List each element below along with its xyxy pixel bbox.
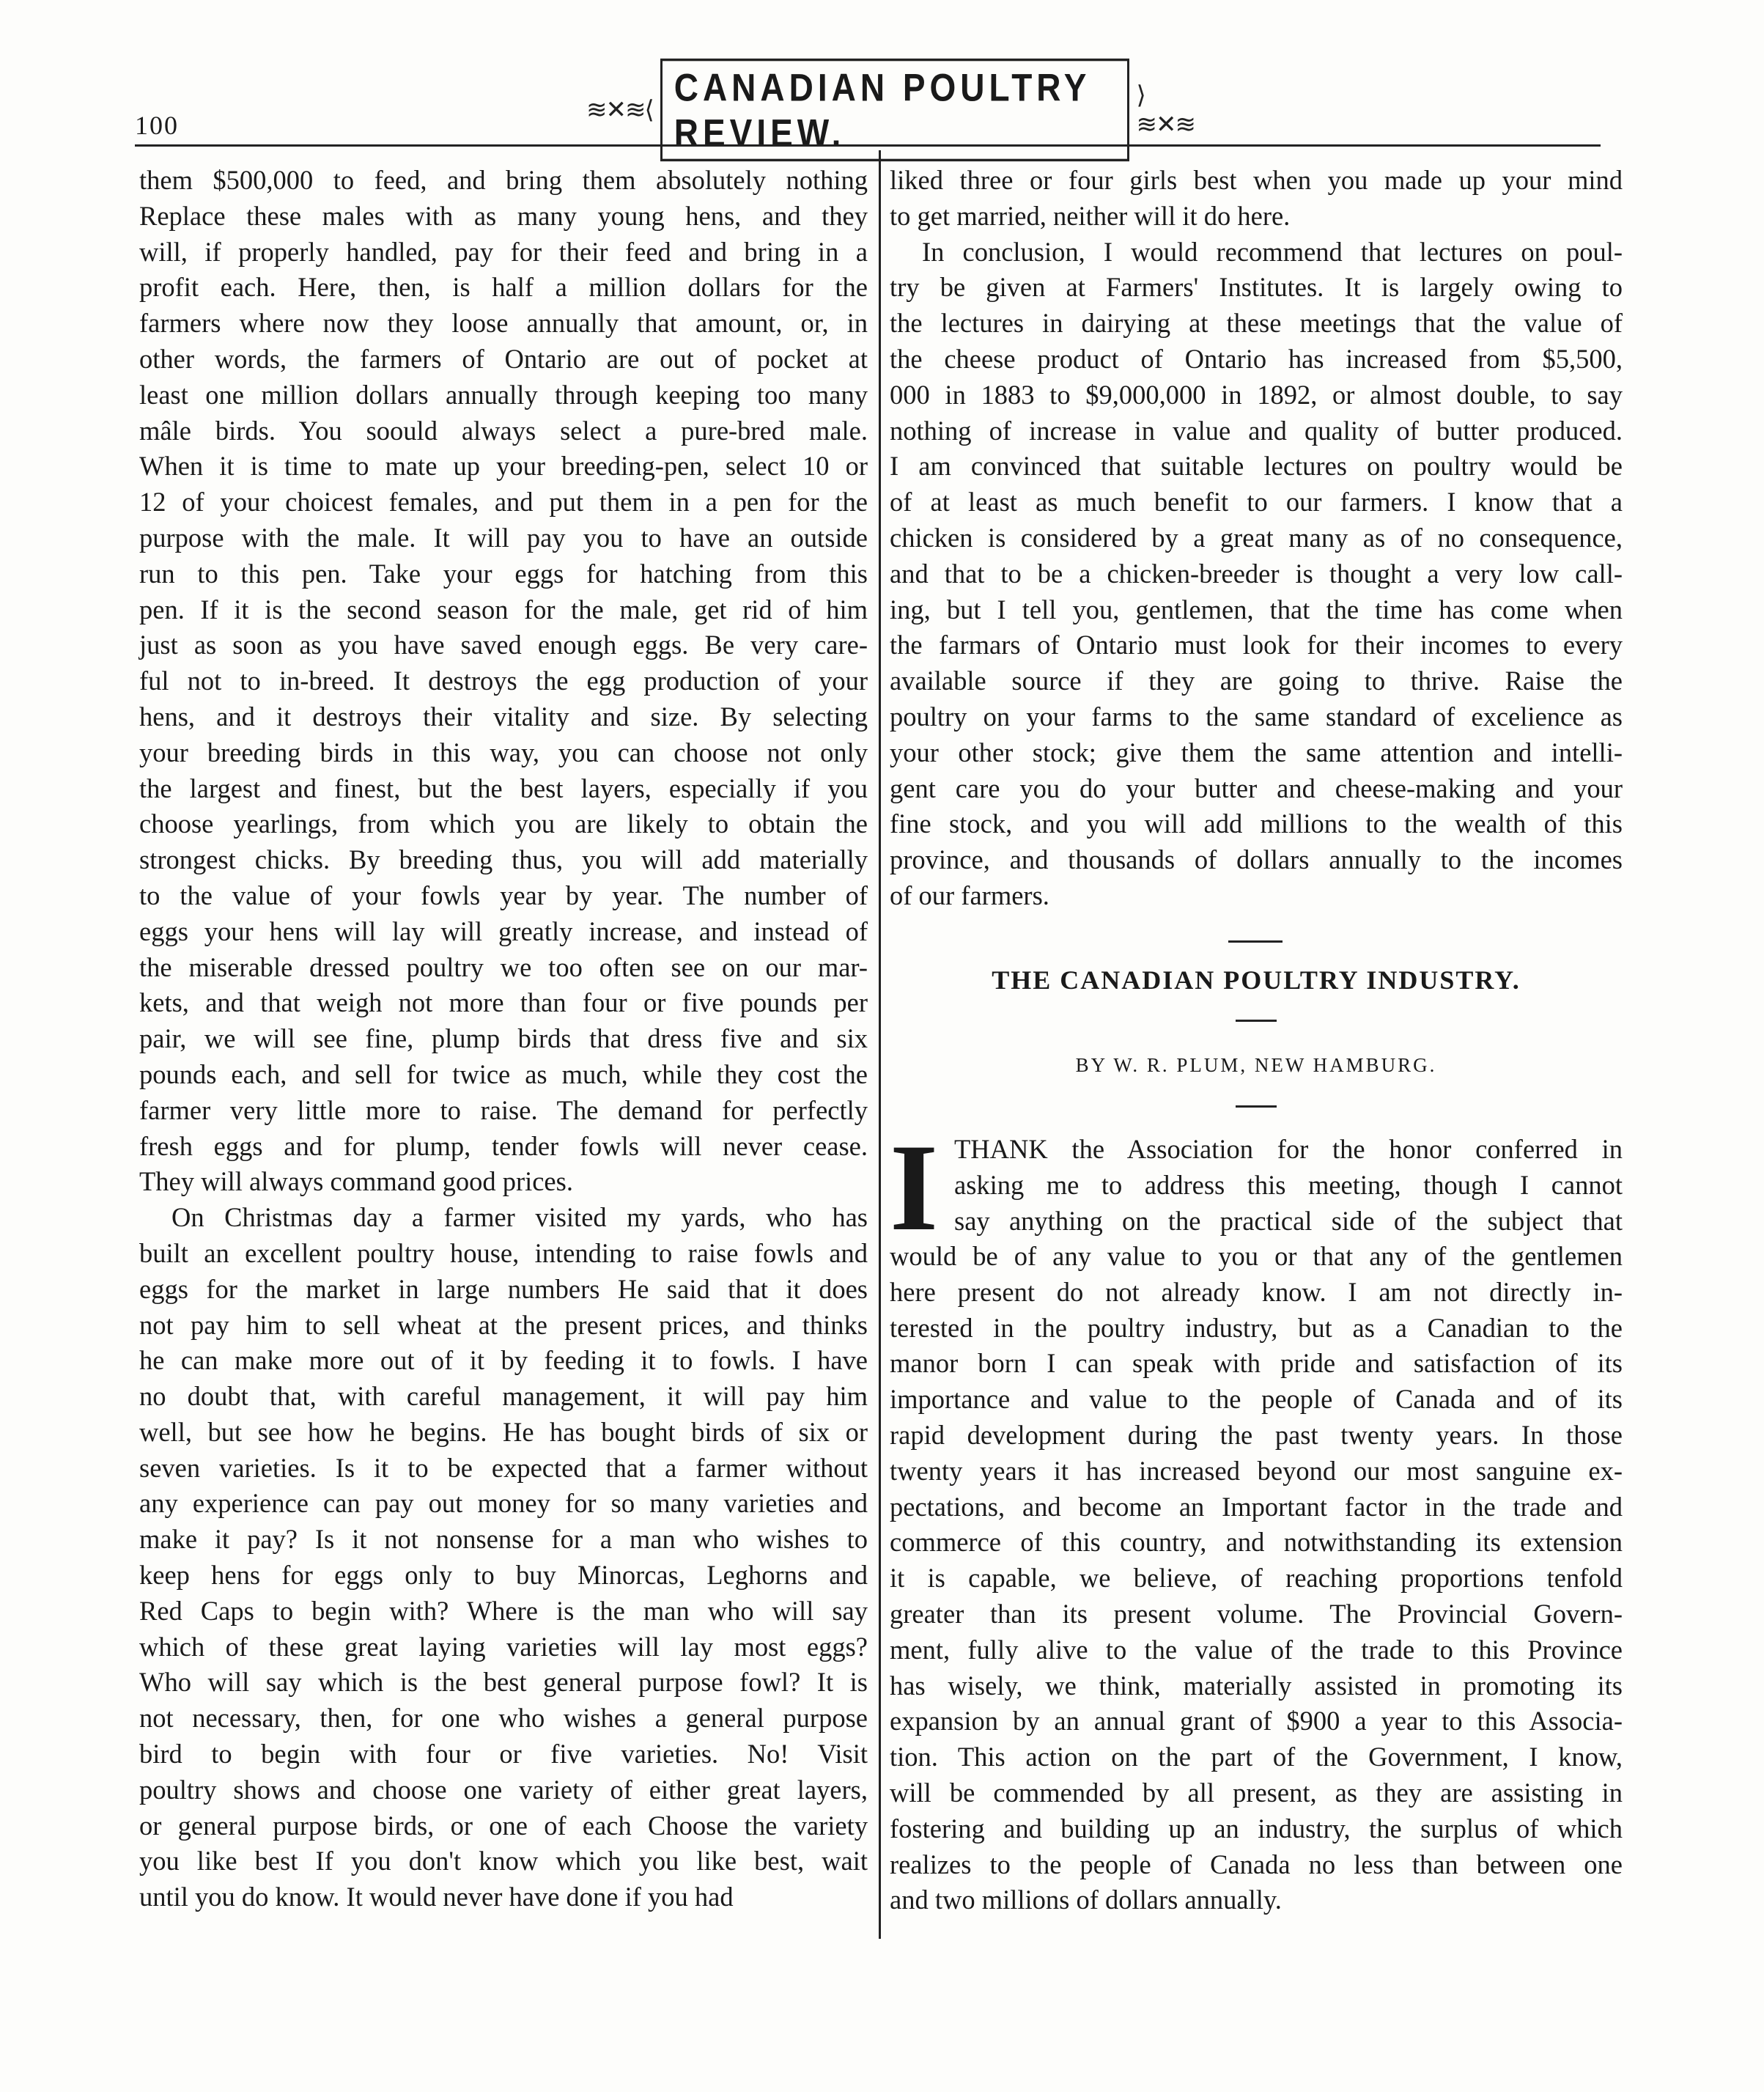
masthead-title: CANADIAN POULTRY REVIEW. <box>660 59 1129 161</box>
text-line: until you do know. It would never have done if you had <box>139 1882 734 1912</box>
text-line: manor born I can speak with pride and satisfaction of its <box>890 1348 1623 1379</box>
text-line: tion. This action on the part of the Government, I know, <box>890 1742 1623 1772</box>
text-line: terested in the poultry industry, but as a Canadian to the <box>890 1312 1623 1343</box>
text-line: farmer very little more to raise. The demand for perfectly <box>139 1094 868 1125</box>
text-line: to get married, neither will it do here. <box>890 200 1291 231</box>
page-number: 100 <box>135 111 179 140</box>
text-line: your other stock; give them the same attention and intelli- <box>890 737 1623 767</box>
byline: BY W. R. PLUM, NEW HAMBURG. <box>1075 1054 1437 1076</box>
text-line: pair, we will see fine, plump birds that dress five and six <box>139 1023 868 1054</box>
text-line: not necessary, then, for one who wishes a general purpose <box>139 1703 868 1734</box>
text-line: ful not to in-breed. It destroys the egg production of your <box>139 666 868 696</box>
text-line: keep hens for eggs only to buy Minorcas, Leghorns and <box>139 1560 868 1591</box>
text-line: ing, but I tell you, gentlemen, that the time has come when <box>890 594 1623 625</box>
drop-cap-lines <box>954 1132 1623 1239</box>
text-line: available source if they are going to thrive. Raise the <box>890 666 1623 696</box>
text-line: importance and value to the people of Canada and of its <box>890 1384 1623 1415</box>
text-line: commerce of this country, and notwithstanding its extension <box>890 1527 1623 1558</box>
text-line: eggs your hens will lay will greatly increase, and instead of <box>139 916 868 946</box>
text-line: which of these great laying varieties will lay most eggs? <box>139 1631 868 1662</box>
text-line: make it pay? Is it not nonsense for a man who wishes to <box>139 1524 868 1555</box>
text-line: farmers where now they loose annually that amount, or, in <box>139 308 868 339</box>
text-line: will be commended by all present, as they are assisting in <box>890 1777 1623 1808</box>
left-column <box>139 163 868 1915</box>
text-line: hens, and it destroys their vitality and size. By selecting <box>139 701 868 732</box>
text-line: your breeding birds in this way, you can choose not only <box>139 737 868 767</box>
text-line: the farmars of Ontario must look for their incomes to every <box>890 630 1623 660</box>
masthead <box>586 65 1195 155</box>
text-line: fine stock, and you will add millions to the wealth of this <box>890 809 1623 839</box>
text-line: would be of any value to you or that any of the gentlemen <box>890 1241 1623 1271</box>
text-line: They will always command good prices. <box>139 1166 573 1197</box>
text-line: the lectures in dairying at these meetings that the value of <box>890 308 1623 339</box>
text-line: of our farmers. <box>890 880 1049 910</box>
text-line: any experience can pay out money for so many varieties and <box>139 1488 868 1519</box>
text-line: chicken is considered by a great many as of no consequence, <box>890 522 1623 553</box>
text-line: I am convinced that suitable lectures on poultry would be <box>890 451 1623 482</box>
text-line: Who will say which is the best general purpose fowl? It is <box>139 1667 868 1698</box>
text-line: it is capable, we believe, of reaching proportions tenfold <box>890 1563 1623 1594</box>
text-line: mâle birds. You soould always select a pure-bred male. <box>139 415 868 446</box>
text-line: bird to begin with four or five varieties. No! Visit <box>139 1739 868 1769</box>
text-line: just as soon as you have saved enough eggs. Be very care- <box>139 630 868 660</box>
text-line: not pay him to sell wheat at the present prices, and thinks <box>139 1309 868 1340</box>
text-line: and two millions of dollars annually. <box>890 1885 1282 1915</box>
text-line: least one million dollars annually through keeping too many <box>139 379 868 410</box>
text-line: poultry shows and choose one variety of either great layers, <box>139 1774 868 1805</box>
column-divider <box>879 150 881 1939</box>
text-line: built an excellent poultry house, intending to raise fowls and <box>139 1237 868 1268</box>
text-line: On Christmas day a farmer visited my yards, who has <box>171 1202 868 1233</box>
drop-cap: I <box>890 1119 939 1256</box>
text-line: ment, fully alive to the value of the trade to this Province <box>890 1634 1623 1665</box>
text-line: poultry on your farms to the same standard of excelience as <box>890 701 1623 732</box>
text-line: 12 of your choicest females, and put them in a pen for the <box>139 487 868 518</box>
text-line: here present do not already know. I am not directly in- <box>890 1276 1623 1307</box>
text-line: try be given at Farmers' Institutes. It is largely owing to <box>890 272 1623 303</box>
text-line: expansion by an annual grant of $900 a year to this Associa- <box>890 1706 1623 1736</box>
right-column-top <box>890 163 1623 914</box>
text-line: rapid development during the past twenty years. In those <box>890 1419 1623 1450</box>
dash-rule-1 <box>1228 940 1283 943</box>
text-line: liked three or four girls best when you made up your mind <box>890 165 1623 195</box>
article-title: THE CANADIAN POULTRY INDUSTRY. <box>992 965 1521 995</box>
text-line: to the value of your fowls year by year. The number of <box>139 880 868 910</box>
text-line: strongest chicks. By breeding thus, you will add materially <box>139 844 868 875</box>
text-line: seven varieties. Is it to be expected that a farmer without <box>139 1452 868 1483</box>
text-line: gent care you do your butter and cheese-making and your <box>890 773 1623 803</box>
text-line: 000 in 1883 to $9,000,000 in 1892, or almost double, to say <box>890 379 1623 410</box>
text-line: kets, and that weigh not more than four or five pounds per <box>139 987 868 1018</box>
text-line: other words, the farmers of Ontario are out of pocket at <box>139 343 868 374</box>
text-line: twenty years it has increased beyond our most sanguine ex- <box>890 1455 1623 1486</box>
text-line: THANK the Association for the honor conferred in <box>954 1134 1623 1164</box>
text-line: pounds each, and sell for twice as much, while they cost the <box>139 1058 868 1089</box>
text-line: eggs for the market in large numbers He said that it does <box>139 1273 868 1304</box>
text-line: run to this pen. Take your eggs for hatching from this <box>139 558 868 589</box>
text-line: asking me to address this meeting, though I cannot <box>954 1169 1623 1200</box>
text-line: fresh eggs and for plump, tender fowls will never cease. <box>139 1130 868 1161</box>
text-line: has wisely, we think, materially assisted in promoting its <box>890 1670 1623 1701</box>
text-line: Replace these males with as many young hens, and they <box>139 200 868 231</box>
right-column-bottom <box>890 1239 1623 1918</box>
text-line: them $500,000 to feed, and bring them absolutely nothing <box>139 165 868 195</box>
text-line: the cheese product of Ontario has increased from $5,500, <box>890 343 1623 374</box>
text-line: nothing of increase in value and quality of butter produced. <box>890 415 1623 446</box>
left-ornament: ≋✕≋⟨ <box>586 97 653 124</box>
text-line: greater than its present volume. The Provincial Govern- <box>890 1598 1623 1629</box>
text-line: he can make more out of it by feeding it to fowls. I have <box>139 1345 868 1376</box>
text-line: When it is time to mate up your breeding-pen, select 10 or <box>139 451 868 482</box>
text-line: In conclusion, I would recommend that lectures on poul- <box>922 236 1623 267</box>
text-line: and that to be a chicken-breeder is thought a very low call- <box>890 558 1623 589</box>
text-line: the largest and finest, but the best layers, especially if you <box>139 773 868 803</box>
text-line: pen. If it is the second season for the male, get rid of him <box>139 594 868 625</box>
text-line: of at least as much benefit to our farmers. I know that a <box>890 487 1623 518</box>
text-line: Red Caps to begin with? Where is the man who will say <box>139 1595 868 1626</box>
dash-rule-2 <box>1236 1020 1277 1022</box>
text-line: province, and thousands of dollars annually to the incomes <box>890 844 1623 875</box>
text-line: choose yearlings, from which you are likely to obtain the <box>139 809 868 839</box>
right-ornament: ⟩≋✕≋ <box>1136 82 1195 139</box>
text-line: pectations, and become an Important factor in the trade and <box>890 1491 1623 1522</box>
dash-rule-3 <box>1236 1105 1277 1108</box>
text-line: realizes to the people of Canada no less than between one <box>890 1849 1623 1879</box>
text-line: will, if properly handled, pay for their feed and bring in a <box>139 236 868 267</box>
text-line: say anything on the practical side of the subject that <box>954 1205 1623 1236</box>
header-rule <box>135 144 1601 147</box>
text-line: fostering and building up an industry, the surplus of which <box>890 1813 1623 1844</box>
text-line: or general purpose birds, or one of each Choose the variety <box>139 1810 868 1841</box>
text-line: you like best If you don't know which you like best, wait <box>139 1846 868 1876</box>
text-line: no doubt that, with careful management, it will pay him <box>139 1381 868 1412</box>
text-line: purpose with the male. It will pay you to have an outside <box>139 522 868 553</box>
text-line: well, but see how he begins. He has bought birds of six or <box>139 1416 868 1447</box>
text-line: the miserable dressed poultry we too often see on our mar- <box>139 951 868 982</box>
text-line: profit each. Here, then, is half a million dollars for the <box>139 272 868 303</box>
